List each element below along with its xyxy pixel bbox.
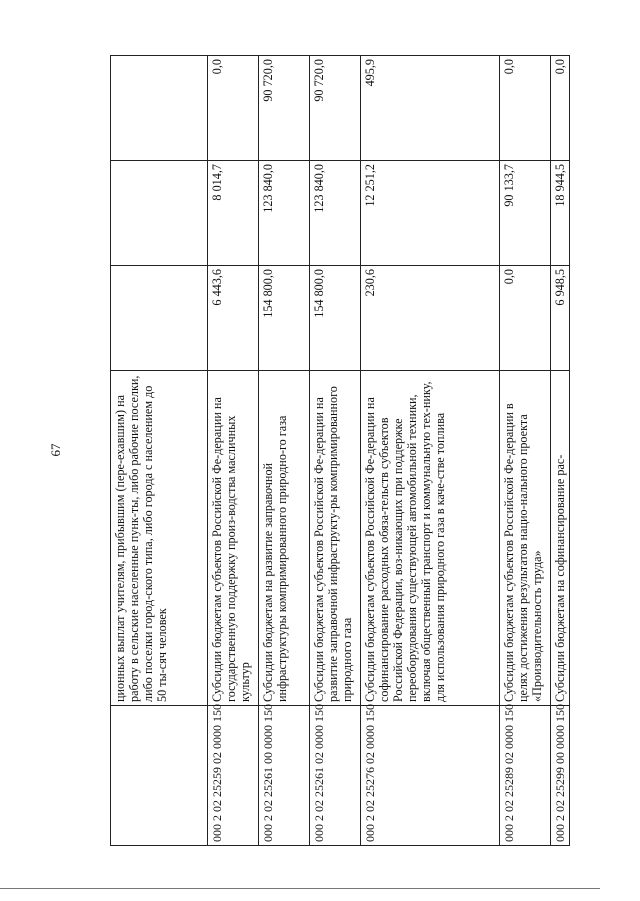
description-cell: Субсидии бюджетам субъектов Российской Фе-дерации на государственную поддержку произ-водства масличных культур <box>208 371 259 706</box>
value-cell-3: 0,0 <box>551 56 570 161</box>
description-cell: Субсидии бюджетам субъектов Российской Фе-дерации в целях достижения результатов нацио-нального проекта «Производительность труда» <box>500 371 551 706</box>
budget-code-cell: 000 2 02 25276 02 0000 150 <box>361 706 500 846</box>
value-cell-3: 90 720,0 <box>310 56 361 161</box>
value-cell-2 <box>111 161 208 266</box>
rotated-table-container <box>110 56 596 846</box>
value-cell-2: 8 014,7 <box>208 161 259 266</box>
value-cell-3: 90 720,0 <box>259 56 310 161</box>
budget-code-cell <box>111 706 208 846</box>
budget-table <box>110 55 570 846</box>
description-cell: ционных выплат учителям, прибывшим (пере-ехавшим) на работу в сельские населенные пунк-ты, либо рабочие поселки, либо поселки город-ского типа, либо города с населением до 50 ты-сяч человек <box>111 371 208 706</box>
value-cell-1: 0,0 <box>500 266 551 371</box>
value-cell-1: 154 800,0 <box>310 266 361 371</box>
table-row <box>111 56 208 846</box>
value-cell-2: 12 251,2 <box>361 161 500 266</box>
value-cell-1: 6 443,6 <box>208 266 259 371</box>
budget-code-cell: 000 2 02 25261 02 0000 150 <box>310 706 361 846</box>
table-row <box>310 56 361 846</box>
budget-code-cell: 000 2 02 25259 02 0000 150 <box>208 706 259 846</box>
description-cell: Субсидии бюджетам на развитие заправочной инфраструктуры компримированного природно-го газа <box>259 371 310 706</box>
table-row <box>361 56 500 846</box>
value-cell-3 <box>111 56 208 161</box>
budget-code-cell: 000 2 02 25299 00 0000 150 <box>551 706 570 846</box>
value-cell-2: 123 840,0 <box>310 161 361 266</box>
description-cell: Субсидии бюджетам субъектов Российской Фе-дерации на софинансирование расходных обяза-тельств субъектов Российской Федерации, воз-никающих при поддержке переоборудования существующей автомобильной техники, включая общественный транспорт и коммунальную тех-нику, для использования природного газа в каче-стве топлива <box>361 371 500 706</box>
budget-code-cell: 000 2 02 25261 00 0000 150 <box>259 706 310 846</box>
value-cell-2: 90 133,7 <box>500 161 551 266</box>
bottom-divider <box>0 888 600 889</box>
table-row <box>208 56 259 846</box>
value-cell-1: 154 800,0 <box>259 266 310 371</box>
value-cell-1: 230,6 <box>361 266 500 371</box>
value-cell-3: 0,0 <box>500 56 551 161</box>
budget-code-cell: 000 2 02 25289 02 0000 150 <box>500 706 551 846</box>
value-cell-1 <box>111 266 208 371</box>
table-row <box>259 56 310 846</box>
value-cell-3: 495,9 <box>361 56 500 161</box>
description-cell: Субсидии бюджетам субъектов Российской Фе-дерации на развитие заправочной инфраструкту-ры компримированного природного газа <box>310 371 361 706</box>
description-cell: Субсидии бюджетам на софинансирование рас- <box>551 371 570 706</box>
value-cell-3: 0,0 <box>208 56 259 161</box>
table-row <box>500 56 551 846</box>
value-cell-2: 18 944,5 <box>551 161 570 266</box>
value-cell-2: 123 840,0 <box>259 161 310 266</box>
table-row <box>551 56 570 846</box>
page-number: 67 <box>48 443 63 457</box>
value-cell-1: 6 948,5 <box>551 266 570 371</box>
